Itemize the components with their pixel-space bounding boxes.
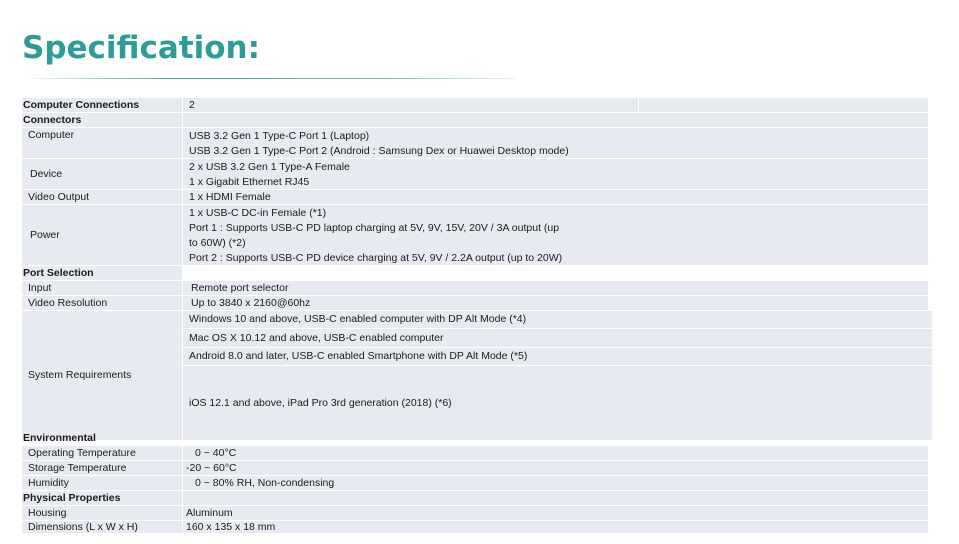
value-line: USB 3.2 Gen 1 Type-C Port 1 (Laptop) [189, 130, 370, 142]
value-line: 1 x USB-C DC-in Female (*1) [189, 207, 327, 219]
table-row [22, 461, 928, 476]
table-row [22, 128, 928, 159]
value-line: Android 8.0 and later, USB-C enabled Smartphone with DP Alt Mode (*5) [183, 348, 932, 365]
value-line: USB 3.2 Gen 1 Type-C Port 2 (Android : Samsung Dex or Huawei Desktop mode) [189, 145, 569, 157]
section-header: Environmental [23, 431, 96, 444]
row-value [183, 128, 928, 158]
value-line: 1 x Gigabit Ethernet RJ45 [189, 176, 310, 188]
row-value [183, 311, 928, 440]
row-label: Dimensions (L x W x H) [22, 521, 182, 533]
value-line: Port 1 : Supports USB-C PD laptop charging at 5V, 9V, 15V, 20V / 3A output (up [189, 222, 560, 234]
table-row [22, 113, 928, 128]
table-row [22, 98, 928, 113]
row-label: Power [22, 205, 182, 265]
title-underline [27, 78, 517, 79]
value-line: Port 2 : Supports USB-C PD device charging at 5V, 9V / 2.2A output (up to 20W) [189, 252, 563, 264]
row-value: 2 [183, 98, 638, 112]
table-row [22, 311, 928, 441]
empty-cell [183, 266, 928, 280]
row-label: Video Output [22, 190, 182, 204]
table-row [22, 266, 928, 281]
row-value: Up to 3840 x 2160@60hz [183, 296, 928, 310]
table-row [22, 476, 928, 491]
empty-cell [639, 98, 928, 112]
row-label: Housing [22, 506, 182, 520]
row-value [183, 205, 928, 265]
table-row [22, 190, 928, 205]
row-value [183, 159, 928, 189]
row-value: 1 x HDMI Female [183, 190, 928, 204]
row-label: Humidity [22, 476, 182, 490]
value-line: iOS 12.1 and above, iPad Pro 3rd generation (2018) (*6) [183, 366, 932, 440]
table-row [22, 506, 928, 521]
table-row [22, 159, 928, 190]
section-header: Connectors [22, 113, 182, 127]
section-header: Port Selection [22, 266, 182, 280]
spec-table [22, 98, 928, 534]
row-value: 160 x 135 x 18 mm [183, 521, 928, 533]
row-label: Device [22, 159, 182, 189]
table-row [22, 431, 928, 446]
value-line: Mac OS X 10.12 and above, USB-C enabled computer [183, 329, 932, 347]
row-label: System Requirements [22, 311, 182, 440]
row-value: Aluminum [183, 506, 928, 520]
empty-cell [183, 491, 928, 505]
table-row [22, 491, 928, 506]
row-label: Computer Connections [22, 98, 182, 112]
table-row [22, 521, 928, 534]
row-label: Video Resolution [22, 296, 182, 310]
row-value: -20 ~ 60°C [183, 461, 928, 475]
row-label: Computer [22, 128, 182, 158]
table-row [22, 296, 928, 311]
value-line: 2 x USB 3.2 Gen 1 Type-A Female [189, 161, 350, 173]
table-row [22, 281, 928, 296]
row-label: Storage Temperature [22, 461, 182, 475]
table-row [22, 446, 928, 461]
row-label: Input [22, 281, 182, 295]
value-line: to 60W) (*2) [189, 237, 246, 249]
value-line: Windows 10 and above, USB-C enabled computer with DP Alt Mode (*4) [183, 311, 932, 328]
section-header: Physical Properties [22, 491, 182, 505]
row-value: 0 ~ 40°C [183, 446, 928, 460]
row-value: 0 ~ 80% RH, Non-condensing [183, 476, 928, 490]
row-label: Operating Temperature [22, 446, 182, 460]
empty-cell [183, 113, 928, 127]
page-title: Specification: [22, 30, 261, 66]
row-value: Remote port selector [183, 281, 928, 295]
table-row [22, 205, 928, 266]
